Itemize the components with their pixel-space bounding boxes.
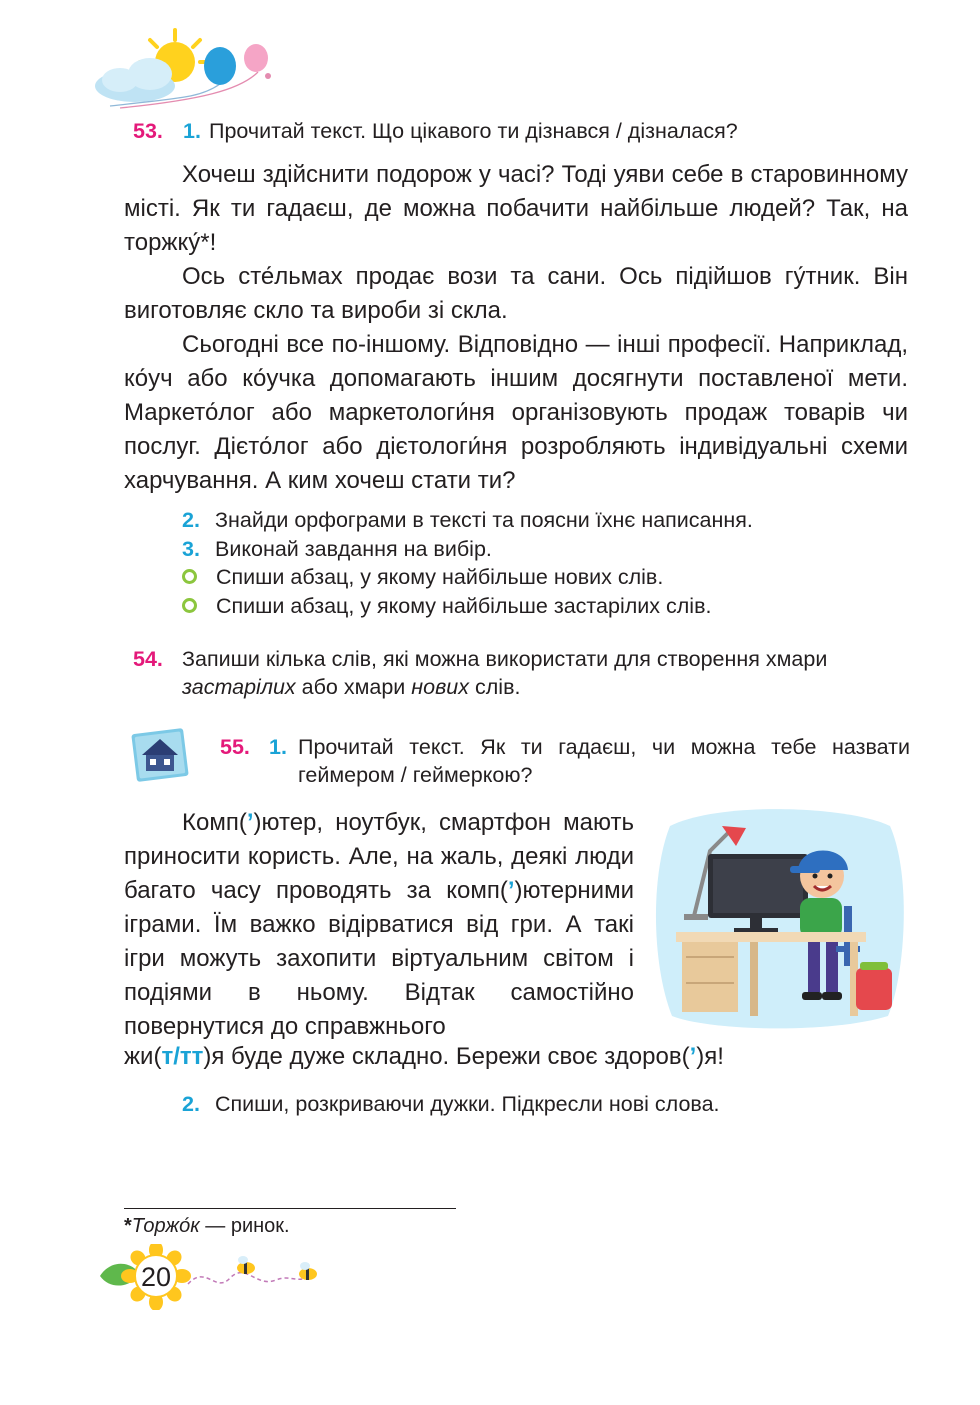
paragraph: Комп(’)ютер, ноутбук, смартфон мають приносити користь. Але, на жаль, деякі люди багато часу проводять за комп(’)ютерними іграми. Їм важко відірватися від гри. А такі ігри можуть захопити віртуальним світом і подіями в ньому. Відтак самостійно повернутися до справжнього [124,809,634,1040]
cloud-icon [95,58,175,102]
exercise-53-question [133,117,923,145]
task-number: 3. [182,536,200,561]
paragraph: Ось сте́льмах продає вози та сани. Ось підійшов гу́тник. Він виготовляє скло та вироби зі скла. [124,263,908,324]
house-icon [128,726,192,784]
task-number: 1. [183,119,201,143]
exercise-53-tasks [182,506,922,620]
task-item [182,506,922,535]
bee-icon [237,1256,255,1274]
bullet-icon [182,569,197,584]
paragraph: Хочеш здійснити подорож у часі? Тоді уяви себе в старовинному місті. Як ти гадаєш, де можна побачити найбільше людей? Так, на торжку́*! [124,161,908,256]
task-number: 2. [182,1092,200,1116]
page-number-decoration [96,1244,326,1310]
exercise-55-task-2 [182,1090,902,1119]
task-number: 1. [269,735,287,759]
exercise-55-text-last-line: жи(т/тт)я буде дуже складно. Бережи своє здоров(’)я! [124,1043,724,1070]
option-text: Спиши абзац, у якому найбільше нових слів. [216,565,664,589]
exercise-54 [133,645,909,701]
exercise-53-text [124,158,908,498]
option-item [182,563,922,592]
task-text: Знайди орфограми в тексті та поясни їхнє написання. [215,508,753,532]
paragraph: Сьогодні все по-іншому. Відповідно — інші професії. Наприклад, ко́уч або ко́учка допомагають іншим досягнути поставленої мети. Маркето́лог або маркетологи́ня організовують продаж товарів чи послуг. Дієто́лог або дієтологи́ня розробляють індивідуальні схеми харчування. А ким хочеш стати ти? [124,331,908,494]
task-text: Спиши, розкриваючи дужки. Підкресли нові слова. [215,1092,720,1116]
task-number: 2. [182,508,200,532]
header-decoration [80,28,280,120]
page-number: 20 [140,1262,172,1292]
task-item [182,535,922,564]
footnote-divider [124,1208,456,1209]
option-item [182,592,922,621]
task-text: Прочитай текст. Що цікавого ти дізнався / дізналася? [209,119,738,143]
bullet-icon [182,598,197,613]
exercise-number: 53. [133,119,163,143]
task-text: Виконай завдання на вибір. [215,536,492,561]
exercise-55-text [124,806,634,1044]
backpack-icon [856,962,892,1010]
exercise-number: 54. [133,647,163,671]
task-text: Прочитай текст. Як ти гадаєш, чи можна тебе назвати геймером / геймеркою? [298,735,910,787]
bee-icon [299,1262,317,1280]
option-text: Спиши абзац, у якому найбільше застарілих слів. [216,593,712,618]
exercise-text: Запиши кілька слів, які можна використати для створення хмари застарілих або хмари нових слів. [182,647,828,699]
footnote: *Торжо́к — ринок. [124,1215,290,1237]
exercise-number: 55. [220,735,250,759]
exercise-55-question [220,733,910,789]
boy-at-computer-illustration [650,806,908,1031]
